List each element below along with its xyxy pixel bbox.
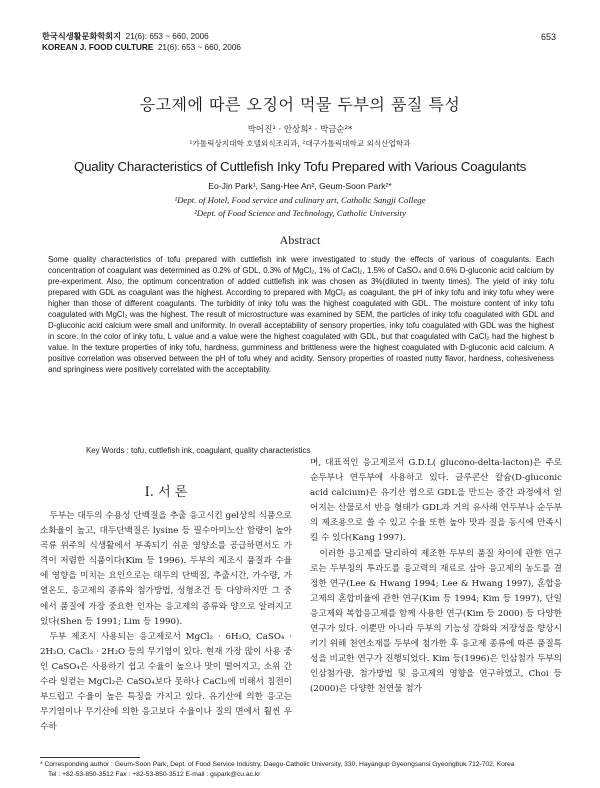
- page-number: 653: [540, 32, 556, 42]
- journal-name-ko: 한국식생활문화학회지: [42, 32, 122, 41]
- keywords: [86, 446, 310, 455]
- journal-volume-ko: 21(6): 653 ~ 660, 2006: [125, 32, 209, 41]
- right-paragraph-1: 며, 대표적인 응고제로서 G.D.L( glucono-delta-lacton)은 주로 순두부나 연두부에 사용하고 있다. 글루콘산 칼슘(D-gluconic acid calcium)은 유기산 염으로 GDL을 만드는 중간 과정에서 얻어지는 산물로서 반응 형태가 GDL과 거의 유사해 연두부나 순두부의 제조용으로 쓸 수 있고 수율 또한 높아 맛과 질을 동시에 만족시킬 수 있다(Kang 1997).: [310, 458, 562, 544]
- abstract-body: Some quality characteristics of tofu prepared with cuttlefish ink were investigated to study the effects of various of coagulants. Each concentration of coagulant was determined as 0.2% of GDL, 0.3% of MgCl₂, 1% of CaCl₂, 1.5% of CaSO₄ and 0.6% D-gluconic acid calcium by pre-experiment. Also, the optimum concentration of added cuttlefish ink was chosen as 3%(diluted in twenty times). The yield of inky tofu prepared with GDL as coagulant was the highest. According to prepared with MgCl₂ as coagulant, the pH of inky tofu and inky tofu whey were higher than those of different coagulants. The turbidity of inky tofu was the highest coagulated with GDL. The moisture content of inky tofu coagulated with MgCl₂ was the highest. The result of microstructure was examined by SEM, the particles of inky tofu coagulated with GDL and D-gluconic acid calcium were small and uniformity. In overall acceptability of sensory properties, inky tofu coagulated with GDL was the highest in score. In the color of inky tofu, L value and a value were the highest coagulated with GDL, but that coagulated with CaCl₂ had the highest b value. In the texture properties of inky tofu, hardness, gumminess and brittleness were the highest coagulated with D-gluconic acid calcium. A positive correlation was observed between the pH of tofu whey and acidity. Sensory properties of roasted nutty flavor, hardness, cohesiveness and springiness were positively correlated with the acceptability.: [48, 255, 554, 375]
- section-heading: I. 서 론: [144, 485, 188, 500]
- journal-header: [42, 31, 241, 53]
- authors-ko: 박어진¹ · 안상희² · 박금순²*: [247, 125, 353, 135]
- left-paragraph-2: 두부 제조시 사용되는 응고제로서 MgCl₂ · 6H₂O, CaSO₄ · 2H₂O, CaCl₂ · 2H₂O 등의 무기염이 있다. 현재 가장 많이 사용 중인 CaSO₄은 사용하기 쉽고 수율이 높으나 맛이 떨어지고, 소위 간수라 일컫는 MgCl₂은 CaSO₄보다 못하나 CaCl₂에 비해서 침전이 부드럽고 수율이 높은 특징을 가지고 있다. 유기산에 의한 응고는 무기염이나 무기산에 의한 응고보다 수율이나 질의 면에서 훨씬 우수하: [40, 631, 292, 733]
- title-en: Quality Characteristics of Cuttlefish Inky Tofu Prepared with Various Coagulants: [73, 159, 527, 174]
- affiliation-en-1: ¹Dept. of Hotel, Food service and culinary art, Catholic Sangji College: [174, 195, 426, 205]
- affiliation-ko: ¹가톨릭상지대학 호텔외식조리과, ²대구가톨릭대학교 외식산업학과: [189, 139, 411, 148]
- left-paragraph-1: 두부는 대두의 수용성 단백질을 추출 응고시킨 gel상의 식품으로 소화율이 높고, 대두단백질은 lysine 등 필수아미노산 함량이 높아 곡류 위주의 식생활에서 부족되기 쉬운 영양소를 공급하면서도 가격이 저렴한 식품이다(Kim 등 1996). 두부의 제조시 품질과 수율에 영향을 미치는 요인으로는 대두의 단백질, 추출시간, 가수량, 가열온도, 응고제의 종류와 첨가방법, 성형조건 등 다양하지만 그 중에서 품질에 가장 중요한 인자는 응고제의 종류와 양으로 알려지고 있다(Shen 등 1991; Lim 등 1990).: [40, 511, 292, 627]
- affiliation-en-2: ²Dept. of Food Science and Technology, Catholic University: [194, 208, 406, 218]
- journal-volume-en: 21(6): 653 ~ 660, 2006: [157, 43, 241, 52]
- title-ko: 응고제에 따른 오징어 먹물 두부의 품질 특성: [139, 95, 461, 114]
- footnote-contact: Tel : +82-53-850-3512 Fax : +82-53-850-3512 E-mail : gspark@cu.ac.kr: [48, 771, 261, 779]
- authors-en: Eo-Jin Park¹, Sang-Hee An², Geum-Soon Park²*: [208, 181, 392, 191]
- right-column: [310, 456, 562, 698]
- abstract-heading: Abstract: [279, 233, 321, 247]
- footnote-corresponding: * Corresponding author : Geum-Soon Park, Dept. of Food Service Industry, Daegu-Catholic University, 330, Hayangup Gyeongsansi Gyeongbuk 712-702, Korea: [40, 761, 515, 768]
- right-paragraph-2: 이러한 응고제를 달리하여 제조한 두부의 품질 차이에 관한 연구로는 두부칭의 투과도를 응고력의 재료로 삼아 응고제의 농도를 결정한 연구(Lee & Hwang 1994; Lee & Hwang 1997), 혼합응고제의 혼합비율에 관한 연구(Kim 등 1994; Kim 등 1997), 단일 응고제와 복합응고제를 함께 사용한 연구(Kim 등 2000) 등 다양한 연구가 있다. 이뿐만 아니라 두부의 기능성 강화와 저장성을 향상시키기 위해 천연소재를 두부에 첨가한 후 응고제 종류에 따른 품질특성을 비교한 연구가 진행되었다. Kim 등(1996)은 인삼첨가 두부의 인삼첨가량, 첨가방법 및 응고제의 영향을 연구하였고, Choi 등(2000)은 다양한 천연물 첨가: [310, 548, 562, 695]
- left-column: [40, 509, 292, 735]
- journal-name-en: KOREAN J. FOOD CULTURE: [42, 43, 154, 52]
- keywords-label: Key Words :: [86, 446, 129, 455]
- footnote: [40, 760, 560, 781]
- keywords-list: tofu, cuttlefish ink, coagulant, quality characteristics: [131, 446, 311, 455]
- footnote-rule: [40, 757, 140, 758]
